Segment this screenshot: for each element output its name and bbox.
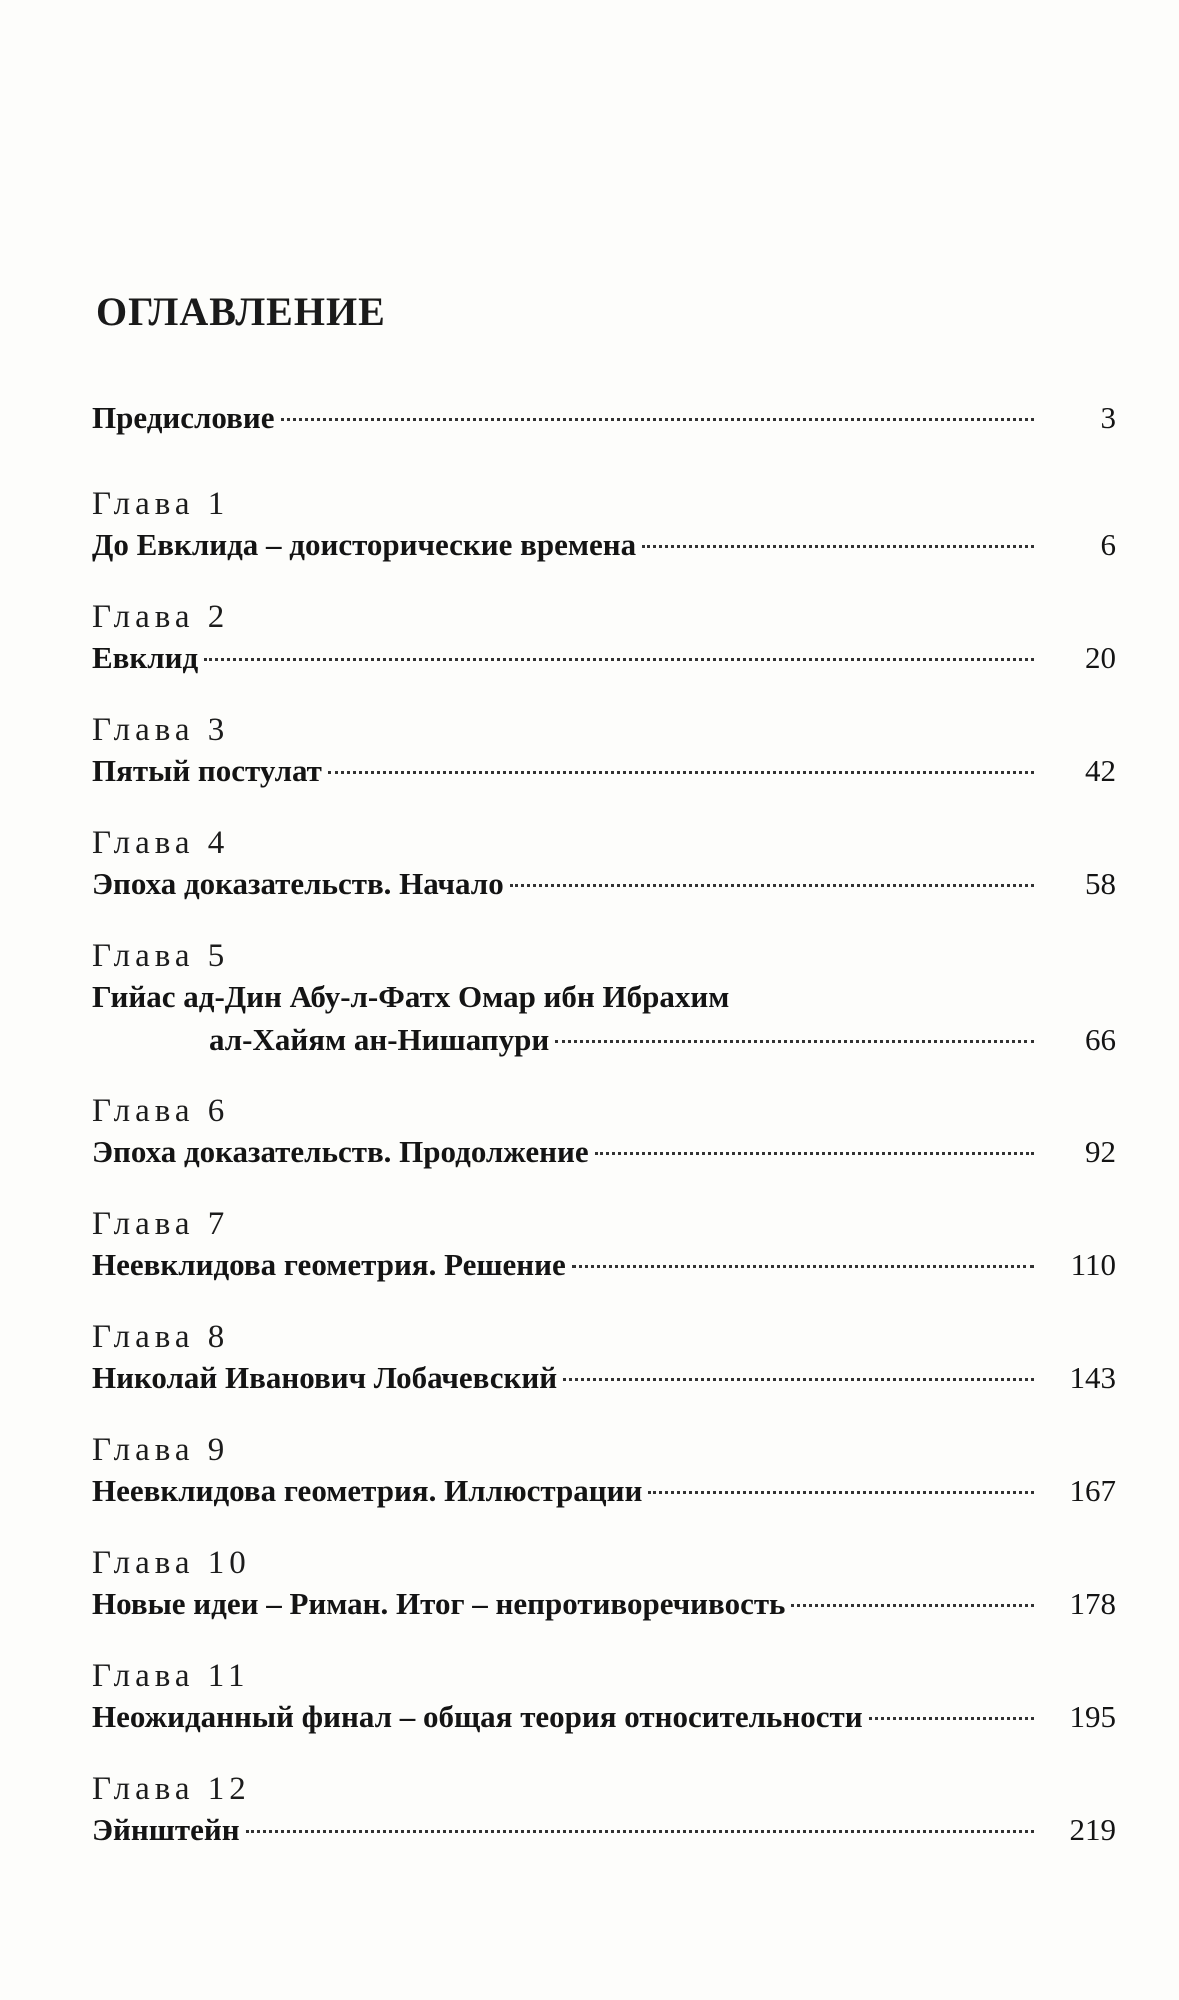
dot-leader: [869, 1717, 1034, 1720]
table-of-contents: [92, 398, 1116, 1853]
entry-title: Евклид: [92, 640, 199, 675]
entry-title: Неевклидова геометрия. Иллюстрации: [92, 1473, 643, 1508]
toc-entry-chapter-3: [92, 711, 1116, 794]
toc-entry-chapter-8: [92, 1318, 1116, 1401]
chapter-label: Глава 12: [92, 1771, 251, 1807]
dot-leader: [555, 1040, 1034, 1043]
toc-entry-chapter-4: [92, 824, 1116, 907]
page-number: 110: [1070, 1247, 1116, 1282]
entry-title: Николай Иванович Лобачевский: [92, 1360, 558, 1395]
chapter-label: Глава 7: [92, 1206, 230, 1242]
entry-title: ал-Хайям ан-Нишапури: [209, 1022, 550, 1057]
dot-leader: [572, 1265, 1034, 1268]
dot-leader: [791, 1604, 1034, 1607]
chapter-label: Глава 4: [92, 825, 230, 861]
dot-leader: [510, 884, 1034, 887]
entry-title: Новые идеи – Риман. Итог – непротиворечивость: [92, 1586, 786, 1621]
chapter-label: Глава 10: [92, 1545, 251, 1581]
dot-leader: [595, 1152, 1034, 1155]
entry-title: Неожиданный финал – общая теория относительности: [92, 1699, 863, 1734]
chapter-label: Глава 9: [92, 1432, 230, 1468]
entry-title: Неевклидова геометрия. Решение: [92, 1247, 566, 1282]
toc-entry-chapter-2: [92, 598, 1116, 681]
toc-entry-chapter-10: [92, 1544, 1116, 1627]
toc-entry-chapter-12: [92, 1770, 1116, 1853]
page-number: 178: [1069, 1586, 1116, 1621]
toc-heading: ОГЛАВЛЕНИЕ: [96, 289, 386, 334]
toc-entry-preface: [92, 398, 1116, 441]
entry-title: Эпоха доказательств. Начало: [92, 866, 504, 901]
page-number: 58: [1085, 866, 1116, 901]
chapter-label: Глава 11: [92, 1658, 250, 1694]
page-number: 20: [1085, 640, 1116, 675]
dot-leader: [648, 1491, 1034, 1494]
page-number: 92: [1085, 1134, 1116, 1169]
dot-leader: [642, 545, 1034, 548]
dot-leader: [204, 658, 1034, 661]
page-number: 66: [1085, 1022, 1116, 1057]
dot-leader: [246, 1830, 1034, 1833]
page-number: 219: [1069, 1812, 1116, 1847]
toc-entry-chapter-11: [92, 1657, 1116, 1740]
page-number: 3: [1100, 400, 1116, 435]
chapter-label: Глава 2: [92, 599, 230, 635]
toc-entry-chapter-7: [92, 1205, 1116, 1288]
chapter-label: Глава 1: [92, 486, 230, 522]
page-number: 143: [1069, 1360, 1116, 1395]
page-number: 6: [1100, 527, 1116, 562]
toc-entry-chapter-6: [92, 1092, 1116, 1175]
entry-title: Пятый постулат: [92, 753, 322, 788]
entry-title: Эпоха доказательств. Продолжение: [92, 1134, 589, 1169]
entry-title: Эйнштейн: [92, 1812, 240, 1847]
page-number: 42: [1085, 753, 1116, 788]
entry-title-line-1: Гийас ад-Дин Абу-л-Фатх Омар ибн Ибрахим: [92, 979, 730, 1014]
chapter-label: Глава 8: [92, 1319, 230, 1355]
toc-entry-chapter-9: [92, 1431, 1116, 1514]
entry-title: Предисловие: [92, 400, 275, 435]
dot-leader: [281, 418, 1035, 421]
dot-leader: [328, 771, 1034, 774]
toc-entry-chapter-5: [92, 937, 1116, 1063]
toc-entry-chapter-1: [92, 485, 1116, 568]
entry-title: До Евклида – доисторические времена: [92, 527, 637, 562]
dot-leader: [563, 1378, 1034, 1381]
page-number: 195: [1069, 1699, 1116, 1734]
page-number: 167: [1069, 1473, 1116, 1508]
chapter-label: Глава 3: [92, 712, 230, 748]
chapter-label: Глава 5: [92, 938, 230, 974]
chapter-label: Глава 6: [92, 1093, 230, 1129]
